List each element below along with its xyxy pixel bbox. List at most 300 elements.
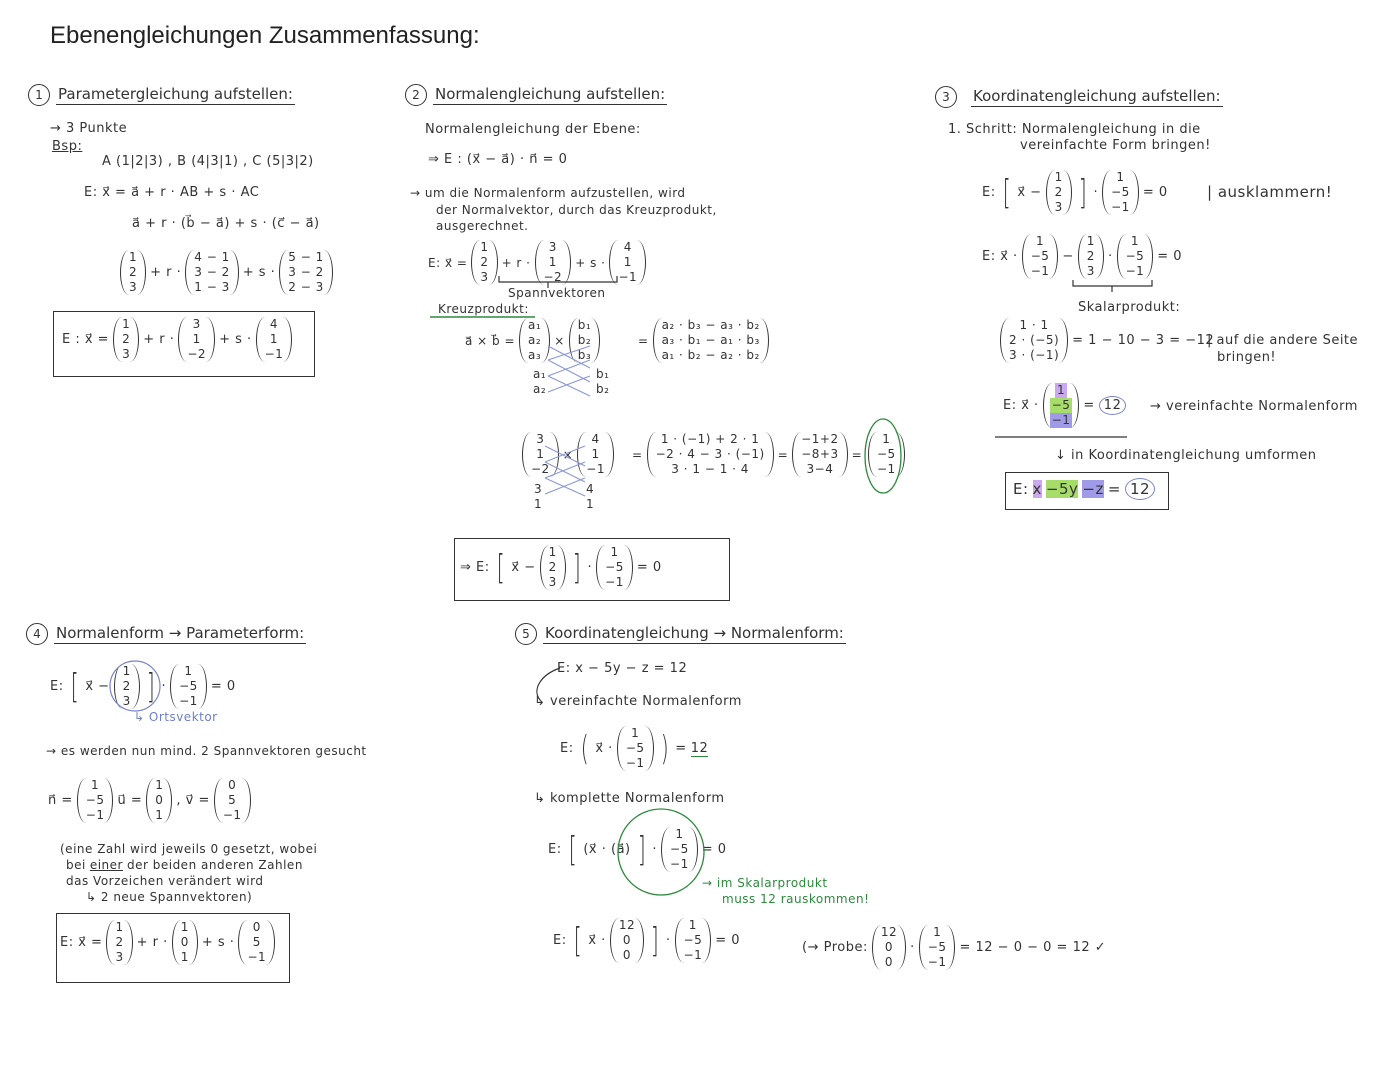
column-vector — [872, 925, 906, 970]
section-4-heading — [26, 623, 306, 645]
math-text: ) — [660, 728, 669, 769]
equation — [560, 726, 687, 771]
math-line — [982, 234, 1182, 279]
column-vector — [919, 925, 956, 970]
vector-entry: 1 — [1130, 234, 1139, 248]
annotation: | auf die andere Seite — [1207, 333, 1359, 348]
vector-entry: −1 — [1111, 200, 1130, 214]
math-text: ↳ vereinfachte Normalenform — [534, 694, 742, 709]
vector-entry: −5 — [683, 933, 703, 947]
math-line — [425, 122, 641, 137]
math-text: [ — [496, 547, 505, 588]
vector-entry: 4 — [623, 240, 632, 254]
math-line — [86, 890, 252, 904]
vector-entry: 0 — [252, 920, 261, 934]
math-text: n⃗ = — [48, 793, 73, 808]
vector-entry: 3 — [548, 575, 557, 589]
vector-entry: −5 — [1125, 249, 1145, 263]
section-number: 5 — [515, 623, 537, 645]
vector-entry: −5 — [625, 741, 645, 755]
math-text: · — [587, 560, 593, 575]
vector-entry: −1 — [179, 694, 198, 708]
vector-entry: −5 — [85, 793, 105, 807]
column-vector — [1046, 170, 1072, 215]
vector-entry: 3 — [192, 317, 201, 331]
math-text: ⇒ E : (x⃗ − a⃗) · n⃗ = 0 — [428, 152, 568, 167]
math-text: x⃗ − — [85, 679, 110, 694]
vector-entry: 1 — [882, 432, 891, 446]
vector-entry: −2 — [187, 347, 207, 361]
math-text: ] — [637, 829, 646, 870]
column-vector — [279, 250, 332, 295]
math-text: 3 — [534, 482, 543, 496]
vector-entry: a₁ — [528, 318, 542, 332]
math-text: (x⃗ · (a⃗) — [583, 842, 631, 857]
column-vector — [214, 778, 251, 823]
math-line — [948, 122, 1201, 137]
page-title: Ebenengleichungen Zusammenfassung: — [50, 22, 480, 49]
math-text: + r · — [150, 265, 182, 280]
column-vector — [114, 664, 140, 709]
math-text: = — [638, 333, 649, 348]
section-title: Normalenform → Parameterform: — [56, 624, 305, 642]
vector-entry: −1 — [264, 347, 284, 361]
cross-product-result — [638, 318, 769, 363]
section-3-heading — [935, 86, 1223, 108]
column-vector — [113, 317, 139, 362]
math-text: ] — [1078, 172, 1087, 213]
vector-entry: −1 — [247, 950, 267, 964]
vector-entry: −1 — [683, 948, 703, 962]
text: der beiden anderen Zahlen — [126, 858, 303, 872]
column-vector — [1078, 234, 1104, 279]
section-title: Koordinatengleichung → Normalenform: — [545, 624, 844, 642]
section-number: 2 — [405, 84, 427, 106]
math-line — [534, 791, 724, 806]
math-text: ↳ komplette Normalenform — [534, 791, 725, 806]
highlighted-term: −5y — [1045, 480, 1079, 498]
math-text: E: — [982, 185, 996, 200]
annotation: Skalarprodukt: — [1078, 300, 1181, 315]
vector-entry: 12 — [618, 918, 636, 932]
vector-entry: 1 — [91, 778, 100, 792]
vector-entry: 5 − 1 — [288, 250, 324, 264]
math-text: 1 — [534, 497, 543, 511]
math-line — [102, 154, 314, 169]
math-text: · — [1107, 249, 1113, 264]
vector-entry: 0 — [884, 940, 894, 954]
vector-entry: −1 — [605, 575, 624, 589]
column-vector — [1117, 234, 1154, 279]
math-text: E: — [560, 741, 574, 756]
math-text: a₂ — [533, 382, 547, 396]
vector-entry: −5 — [877, 447, 896, 461]
math-text: E: x⃗ · — [1003, 398, 1039, 413]
math-line — [436, 219, 528, 233]
vector-entry: 3 — [1086, 264, 1095, 278]
column-vector — [120, 250, 146, 295]
vector-entry: b₃ — [577, 348, 592, 362]
column-vector — [1102, 170, 1139, 215]
math-text: a₁ — [533, 367, 547, 381]
repeat-entries — [586, 482, 594, 512]
vector-entry: 1 — [269, 332, 279, 346]
column-vector — [647, 432, 774, 477]
brace-skalarprodukt — [1073, 280, 1152, 292]
column-vector — [1000, 318, 1068, 363]
column-vector — [172, 920, 198, 965]
vector-entry: 2 — [115, 935, 124, 949]
section-1-heading — [28, 84, 295, 106]
math-line — [436, 203, 717, 217]
vector-entry: −1 — [877, 462, 896, 476]
column-vector — [77, 778, 114, 823]
math-text: 4 — [586, 482, 595, 496]
vector-entry: 2 — [548, 560, 557, 574]
vector-entry: 3 — [115, 950, 124, 964]
math-text: + s · — [219, 332, 252, 347]
vector-entry: 1 — [548, 545, 557, 559]
vector-entry: 1 — [1086, 234, 1095, 248]
vector-entry: 3 — [129, 280, 138, 294]
vector-entry: 1 — [688, 918, 697, 932]
vector-entry: −1 — [222, 808, 242, 822]
column-vector — [185, 250, 238, 295]
section-title: Normalengleichung aufstellen: — [435, 85, 666, 103]
math-text: = 0 — [701, 842, 727, 857]
math-text: = — [675, 741, 687, 756]
vector-entry: a₂ · b₃ − a₃ · b₂ — [661, 318, 760, 332]
vector-entry: 2 — [122, 679, 131, 693]
column-vector — [596, 545, 633, 590]
math-text: E: — [553, 933, 567, 948]
math-text: u⃗ = — [117, 793, 143, 808]
math-text: → es werden nun mind. 2 Spannvektoren gesucht — [46, 744, 367, 758]
result-equation — [62, 317, 292, 362]
vector-entry: 3 — [548, 240, 557, 254]
vector-entry: 1 — [631, 726, 640, 740]
vector-entry: −1 — [1051, 413, 1071, 427]
math-text: [ — [573, 920, 582, 961]
math-text: ] — [572, 547, 581, 588]
vector-entry: b₂ — [577, 333, 592, 347]
math-line — [66, 858, 303, 872]
vector-entry: 1 · 1 — [1019, 318, 1049, 332]
vector-entry: −1 — [927, 955, 947, 969]
result-equation — [1013, 478, 1155, 500]
cross-product-formula — [465, 318, 600, 363]
column-vector — [106, 920, 132, 965]
vector-entry: 1 — [1054, 170, 1063, 184]
vector-entry: 3−4 — [806, 462, 834, 476]
column-vector — [238, 920, 275, 965]
vector-entry: 0 — [155, 793, 164, 807]
vector-entry: 1 — [536, 447, 545, 461]
example-label: Bsp: — [52, 139, 83, 154]
column-vector — [256, 317, 293, 362]
vector-entry: 1 — [933, 925, 942, 939]
annotation: → vereinfachte Normalenform — [1150, 399, 1358, 414]
vector-entry: 1 — [623, 255, 632, 269]
result-equation — [60, 920, 275, 965]
repeat-entries — [534, 482, 542, 512]
column-vector — [868, 432, 905, 477]
vector-entry: −5 — [1051, 398, 1071, 412]
section-number: 4 — [26, 623, 48, 645]
math-line — [50, 121, 127, 136]
math-text: a⃗ × b⃗ = — [465, 333, 516, 348]
math-text: · — [161, 679, 167, 694]
vector-entry: 0 — [180, 935, 189, 949]
math-text: x⃗ · — [595, 741, 613, 756]
vector-entry: −2 — [543, 270, 563, 284]
math-line — [428, 240, 646, 285]
column-vector — [178, 317, 215, 362]
math-line — [548, 827, 727, 872]
math-text: → 3 Punkte — [50, 121, 128, 136]
math-line — [132, 216, 320, 231]
math-text: E: — [50, 679, 64, 694]
cross-product-steps — [632, 432, 862, 477]
math-text: × — [554, 333, 565, 348]
column-vector — [1022, 234, 1059, 279]
cross-product-example — [522, 432, 614, 477]
vector-entry: 1 — [122, 317, 131, 331]
vector-entry: 1 — [1116, 170, 1125, 184]
vector-entry: 0 — [884, 955, 894, 969]
section-number: 3 — [935, 86, 957, 108]
vector-entry: 2 — [1054, 185, 1063, 199]
math-text: E: x⃗ = a⃗ + r · AB + s · AC — [84, 185, 260, 200]
math-text: E: x − 5y − z = 12 — [557, 661, 688, 676]
vector-entry: 2 − 3 — [288, 280, 324, 294]
math-text: + r · — [143, 332, 175, 347]
vector-entry: 3 — [480, 270, 489, 284]
vector-entry: −5 — [605, 560, 624, 574]
math-text: + r · — [136, 935, 168, 950]
vector-entry: 0 — [622, 933, 632, 947]
annotation: ↳ Ortsvektor — [134, 710, 218, 724]
math-text: ⇒ E: — [460, 560, 490, 575]
math-text: 1 — [586, 497, 595, 511]
math-text: · — [1093, 185, 1099, 200]
column-vector — [610, 918, 644, 963]
value-12: 12 — [690, 740, 709, 756]
math-text: E: x⃗ = — [60, 935, 103, 950]
vector-entry: 1 — [129, 250, 138, 264]
math-line — [553, 918, 740, 963]
math-text: = 0 — [636, 560, 662, 575]
vector-entry: 1 — [122, 664, 131, 678]
column-vector — [170, 664, 207, 709]
math-line — [1020, 138, 1211, 153]
math-text: , v⃗ = — [176, 793, 210, 808]
highlighted-term: x — [1032, 480, 1042, 498]
circled-value: 12 — [1125, 478, 1155, 500]
annotation: muss 12 rauskommen! — [722, 892, 870, 906]
vector-entry: 0 — [622, 948, 632, 962]
vector-entry: 1 — [548, 255, 557, 269]
vector-entry: 1 − 3 — [194, 280, 230, 294]
vector-entry: 1 — [675, 827, 684, 841]
annotation: Spannvektoren — [508, 286, 606, 300]
highlighted-term: −z — [1082, 480, 1104, 498]
math-text: + s · — [201, 935, 235, 950]
vector-entry: 1 — [1056, 383, 1066, 397]
math-text: E: — [548, 842, 562, 857]
column-vector — [522, 432, 559, 477]
annotation: Kreuzprodukt: — [438, 302, 529, 316]
math-text: x⃗ · — [588, 933, 606, 948]
math-text: der Normalvektor, durch das Kreuzprodukt, — [436, 203, 717, 217]
column-vector — [609, 240, 646, 285]
probe-check — [802, 925, 1106, 970]
math-text: A (1|2|3) , B (4|3|1) , C (5|3|2) — [102, 154, 314, 169]
math-text: E: x⃗ · — [982, 249, 1018, 264]
vector-entry: −1+2 — [801, 432, 839, 446]
column-vector — [792, 432, 847, 477]
annotation: bringen! — [1217, 350, 1277, 365]
vector-entry: −5 — [1111, 185, 1130, 199]
math-text: → um die Normalenform aufzustellen, wird — [410, 186, 686, 200]
vector-entry: 1 — [155, 778, 164, 792]
math-text: ↓ in Koordinatengleichung umformen — [1055, 448, 1317, 463]
math-line — [60, 842, 317, 856]
math-text: − — [1062, 249, 1074, 264]
math-text: ( — [580, 728, 589, 769]
vector-entry: 1 — [115, 920, 124, 934]
math-text: Normalengleichung der Ebene: — [425, 122, 641, 137]
vector-entry: −1 — [586, 462, 605, 476]
column-vector — [617, 726, 654, 771]
vector-entry: 1 — [155, 808, 164, 822]
vector-entry: −1 — [618, 270, 638, 284]
math-line — [410, 186, 686, 200]
text: bei — [66, 858, 86, 872]
math-line — [428, 152, 567, 167]
vector-entry: 1 — [610, 545, 619, 559]
math-text: · — [910, 940, 915, 955]
vector-entry: b₁ — [577, 318, 592, 332]
math-line — [84, 185, 259, 200]
math-text: [ — [568, 829, 577, 870]
vector-entry: 3 — [536, 432, 545, 446]
math-text: = — [1083, 398, 1095, 413]
math-text: (→ Probe: — [802, 940, 868, 955]
math-line — [1055, 448, 1317, 463]
math-text: · — [652, 842, 658, 857]
vector-entry: 2 — [480, 255, 489, 269]
math-text: E : x⃗ = — [62, 332, 110, 347]
math-text: = 0 — [715, 933, 741, 948]
math-text: + r · — [501, 255, 531, 270]
column-vector — [653, 318, 769, 363]
vector-entry: 2 · (−5) — [1009, 333, 1060, 347]
vector-entry: 1 — [192, 332, 201, 346]
math-text: E: — [1013, 480, 1029, 498]
vector-entry: −2 — [531, 462, 550, 476]
math-line — [50, 664, 236, 709]
column-vector — [577, 432, 614, 477]
math-text: = 12 − 0 − 0 = 12 ✓ — [959, 940, 1107, 955]
column-vector — [519, 318, 550, 363]
vector-entry: 4 − 1 — [194, 250, 230, 264]
math-text: x⃗ − — [1017, 185, 1042, 200]
normal-vector — [868, 432, 905, 477]
vector-entry: 3 · (−1) — [1009, 348, 1060, 362]
vector-entry: 1 — [180, 920, 189, 934]
repeat-entries — [533, 367, 546, 397]
math-line — [1000, 318, 1214, 363]
math-line — [534, 694, 742, 709]
column-vector — [675, 918, 712, 963]
math-line — [982, 170, 1168, 215]
math-line — [48, 778, 251, 823]
vector-entry: −1 — [85, 808, 105, 822]
vector-entry: a₁ · b₂ − a₂ · b₂ — [661, 348, 760, 362]
vector-entry: 3 − 2 — [194, 265, 230, 279]
math-text: (eine Zahl wird jeweils 0 gesetzt, wobei — [60, 842, 318, 856]
column-vector — [569, 318, 600, 363]
result-equation — [460, 545, 662, 590]
vector-entry: 1 — [591, 447, 600, 461]
section-2-heading — [405, 84, 667, 106]
math-line — [46, 744, 367, 758]
math-text: = 0 — [1142, 185, 1168, 200]
vector-entry: −1 — [1125, 264, 1145, 278]
vector-entry: −2 · 4 − 3 · (−1) — [655, 447, 765, 461]
vector-entry: 3 — [122, 694, 131, 708]
math-text: + s · — [575, 255, 606, 270]
vector-entry: 3 − 2 — [288, 265, 324, 279]
math-text: = 1 − 10 − 3 = −12 — [1072, 333, 1215, 348]
vector-entry: 5 — [228, 793, 237, 807]
column-vector — [1043, 383, 1080, 428]
repeat-entries — [596, 367, 609, 397]
vector-entry: −1 — [670, 857, 689, 871]
math-text: = — [777, 447, 789, 462]
vector-entry: a₂ — [528, 333, 542, 347]
math-text: + s · — [242, 265, 276, 280]
vector-entry: −5 — [179, 679, 198, 693]
section-title: Parametergleichung aufstellen: — [58, 85, 293, 103]
vector-entry: −8+3 — [801, 447, 839, 461]
math-text: vereinfachte Form bringen! — [1020, 138, 1211, 153]
vector-entry: 1 · (−1) + 2 · 1 — [660, 432, 760, 446]
math-text: = 0 — [1157, 249, 1183, 264]
column-vector — [471, 240, 497, 285]
vector-entry: a₃ — [528, 348, 542, 362]
math-line — [66, 874, 263, 888]
vector-entry: 4 — [269, 317, 279, 331]
math-text: = 0 — [210, 679, 236, 694]
vector-entry: −5 — [1030, 249, 1050, 263]
vector-entry: −5 — [927, 940, 947, 954]
math-line — [1003, 383, 1126, 428]
math-text: [ — [70, 666, 79, 707]
math-text: = — [632, 447, 643, 462]
vector-entry: −1 — [1030, 264, 1050, 278]
math-line — [557, 661, 687, 676]
vector-entry: 1 — [180, 950, 189, 964]
math-text: das Vorzeichen verändert wird — [66, 874, 264, 888]
column-vector — [146, 778, 172, 823]
math-text: ] — [146, 666, 155, 707]
math-text: 1. Schritt: Normalengleichung in die — [948, 122, 1201, 137]
math-text: b₁ — [596, 367, 610, 381]
vector-entry: a₃ · b₁ − a₁ · b₃ — [661, 333, 760, 347]
math-text: · — [665, 933, 671, 948]
